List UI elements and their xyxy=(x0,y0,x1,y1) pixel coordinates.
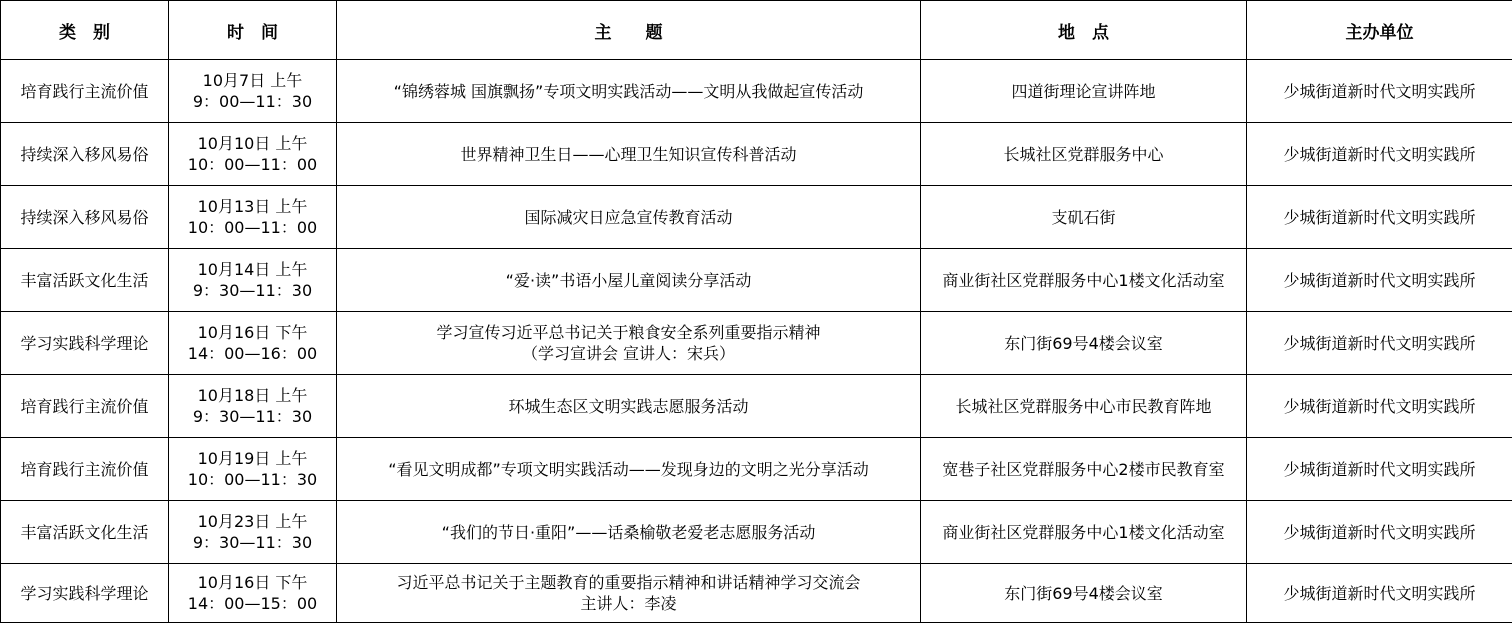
time-cell-line: 10：00—11：00 xyxy=(187,155,318,174)
organizer-cell xyxy=(1247,186,1512,249)
time-cell-line: 10：00—11：00 xyxy=(187,218,318,237)
category-cell-line: 持续深入移风易俗 xyxy=(20,207,149,227)
organizer-cell xyxy=(1247,312,1512,375)
time-cell-line: 10月7日 上午 xyxy=(202,71,303,90)
location-cell xyxy=(921,186,1247,249)
category-cell-line: 持续深入移风易俗 xyxy=(20,144,149,164)
location-cell-line: 商业街社区党群服务中心1楼文化活动室 xyxy=(942,522,1225,542)
category-cell-line: 培育践行主流价值 xyxy=(20,396,149,416)
header-category: 类 别 xyxy=(1,1,169,60)
time-cell-line: 10月16日 下午 xyxy=(197,323,308,342)
topic-cell-line: 主讲人：李凌 xyxy=(580,594,677,613)
time-cell-line: 10月23日 上午 xyxy=(197,512,308,531)
time-cell xyxy=(169,438,337,501)
organizer-cell-line: 少城街道新时代文明实践所 xyxy=(1283,522,1476,542)
location-cell-line: 东门街69号4楼会议室 xyxy=(1004,333,1163,353)
location-cell xyxy=(921,312,1247,375)
location-cell xyxy=(921,564,1247,623)
time-cell xyxy=(169,60,337,123)
topic-cell-line: 学习宣传习近平总书记关于粮食安全系列重要指示精神 xyxy=(436,323,821,342)
header-time: 时 间 xyxy=(169,1,337,60)
location-cell xyxy=(921,375,1247,438)
topic-cell xyxy=(337,123,921,186)
category-cell xyxy=(1,564,169,623)
category-cell-line: 学习实践科学理论 xyxy=(20,333,149,353)
table-row xyxy=(1,123,1512,186)
time-cell-line: 9：30—11：30 xyxy=(192,281,313,300)
table-row xyxy=(1,564,1512,623)
table-row xyxy=(1,186,1512,249)
time-cell xyxy=(169,123,337,186)
category-cell xyxy=(1,60,169,123)
category-cell-line: 丰富活跃文化生活 xyxy=(20,522,149,542)
location-cell xyxy=(921,60,1247,123)
organizer-cell xyxy=(1247,375,1512,438)
time-cell-line: 9：30—11：30 xyxy=(192,407,313,426)
topic-cell xyxy=(337,312,921,375)
location-cell xyxy=(921,249,1247,312)
organizer-cell-line: 少城街道新时代文明实践所 xyxy=(1283,396,1476,416)
header-location: 地 点 xyxy=(921,1,1247,60)
time-cell-line: 10：00—11：30 xyxy=(187,470,318,489)
location-cell-line: 支矶石街 xyxy=(1051,207,1116,227)
topic-cell-line: “锦绣蓉城 国旗飘扬”专项文明实践活动——文明从我做起宣传活动 xyxy=(393,81,864,101)
category-cell xyxy=(1,249,169,312)
time-cell xyxy=(169,564,337,623)
category-cell xyxy=(1,123,169,186)
header-row xyxy=(1,1,1512,60)
location-cell-line: 四道街理论宣讲阵地 xyxy=(1011,81,1156,101)
topic-cell-line: 世界精神卫生日——心理卫生知识宣传科普活动 xyxy=(460,144,797,164)
topic-cell xyxy=(337,186,921,249)
table-body xyxy=(1,60,1512,623)
organizer-cell-line: 少城街道新时代文明实践所 xyxy=(1283,144,1476,164)
time-cell-line: 10月16日 下午 xyxy=(197,573,308,592)
organizer-cell-line: 少城街道新时代文明实践所 xyxy=(1283,459,1476,479)
organizer-cell-line: 少城街道新时代文明实践所 xyxy=(1283,583,1476,603)
time-cell-line: 9：30—11：30 xyxy=(192,533,313,552)
topic-cell-line: “我们的节日·重阳”——话桑榆敬老爱老志愿服务活动 xyxy=(441,522,816,542)
table-row xyxy=(1,438,1512,501)
time-cell-line: 10月10日 上午 xyxy=(197,134,308,153)
time-cell-line: 10月14日 上午 xyxy=(197,260,308,279)
time-cell-line: 14：00—16：00 xyxy=(187,344,318,363)
category-cell-line: 丰富活跃文化生活 xyxy=(20,270,149,290)
location-cell xyxy=(921,438,1247,501)
organizer-cell xyxy=(1247,249,1512,312)
category-cell-line: 培育践行主流价值 xyxy=(20,81,149,101)
location-cell xyxy=(921,501,1247,564)
organizer-cell xyxy=(1247,501,1512,564)
time-cell-line: 10月18日 上午 xyxy=(197,386,308,405)
category-cell xyxy=(1,501,169,564)
location-cell-line: 长城社区党群服务中心市民教育阵地 xyxy=(955,396,1212,416)
topic-cell-line: 环城生态区文明实践志愿服务活动 xyxy=(508,396,749,416)
table-row xyxy=(1,249,1512,312)
topic-cell xyxy=(337,375,921,438)
category-cell xyxy=(1,438,169,501)
topic-cell-line: 习近平总书记关于主题教育的重要指示精神和讲话精神学习交流会 xyxy=(396,573,861,592)
topic-cell xyxy=(337,564,921,623)
category-cell-line: 学习实践科学理论 xyxy=(20,583,149,603)
organizer-cell xyxy=(1247,123,1512,186)
header-organizer: 主办单位 xyxy=(1247,1,1512,60)
time-cell xyxy=(169,186,337,249)
time-cell-line: 14：00—15：00 xyxy=(187,594,318,613)
location-cell xyxy=(921,123,1247,186)
time-cell-line: 9：00—11：30 xyxy=(192,92,313,111)
table-row xyxy=(1,501,1512,564)
time-cell xyxy=(169,501,337,564)
header-topic: 主 题 xyxy=(337,1,921,60)
time-cell xyxy=(169,249,337,312)
category-cell xyxy=(1,312,169,375)
category-cell-line: 培育践行主流价值 xyxy=(20,459,149,479)
organizer-cell xyxy=(1247,438,1512,501)
table-row xyxy=(1,60,1512,123)
topic-cell xyxy=(337,60,921,123)
organizer-cell xyxy=(1247,60,1512,123)
category-cell xyxy=(1,375,169,438)
topic-cell xyxy=(337,249,921,312)
topic-cell-line: 国际减灾日应急宣传教育活动 xyxy=(524,207,733,227)
location-cell-line: 东门街69号4楼会议室 xyxy=(1004,583,1163,603)
topic-cell xyxy=(337,501,921,564)
time-cell xyxy=(169,312,337,375)
location-cell-line: 宽巷子社区党群服务中心2楼市民教育室 xyxy=(942,459,1225,479)
topic-cell-line: “爱·读”书语小屋儿童阅读分享活动 xyxy=(505,270,752,290)
location-cell-line: 商业街社区党群服务中心1楼文化活动室 xyxy=(942,270,1225,290)
time-cell xyxy=(169,375,337,438)
topic-cell xyxy=(337,438,921,501)
time-cell-line: 10月13日 上午 xyxy=(197,197,308,216)
organizer-cell-line: 少城街道新时代文明实践所 xyxy=(1283,81,1476,101)
table-row xyxy=(1,375,1512,438)
organizer-cell-line: 少城街道新时代文明实践所 xyxy=(1283,333,1476,353)
topic-cell-line: （学习宣讲会 宣讲人：宋兵） xyxy=(521,344,736,363)
organizer-cell xyxy=(1247,564,1512,623)
organizer-cell-line: 少城街道新时代文明实践所 xyxy=(1283,270,1476,290)
category-cell xyxy=(1,186,169,249)
topic-cell-line: “看见文明成都”专项文明实践活动——发现身边的文明之光分享活动 xyxy=(388,459,869,479)
organizer-cell-line: 少城街道新时代文明实践所 xyxy=(1283,207,1476,227)
location-cell-line: 长城社区党群服务中心 xyxy=(1003,144,1164,164)
time-cell-line: 10月19日 上午 xyxy=(197,449,308,468)
table-row xyxy=(1,312,1512,375)
